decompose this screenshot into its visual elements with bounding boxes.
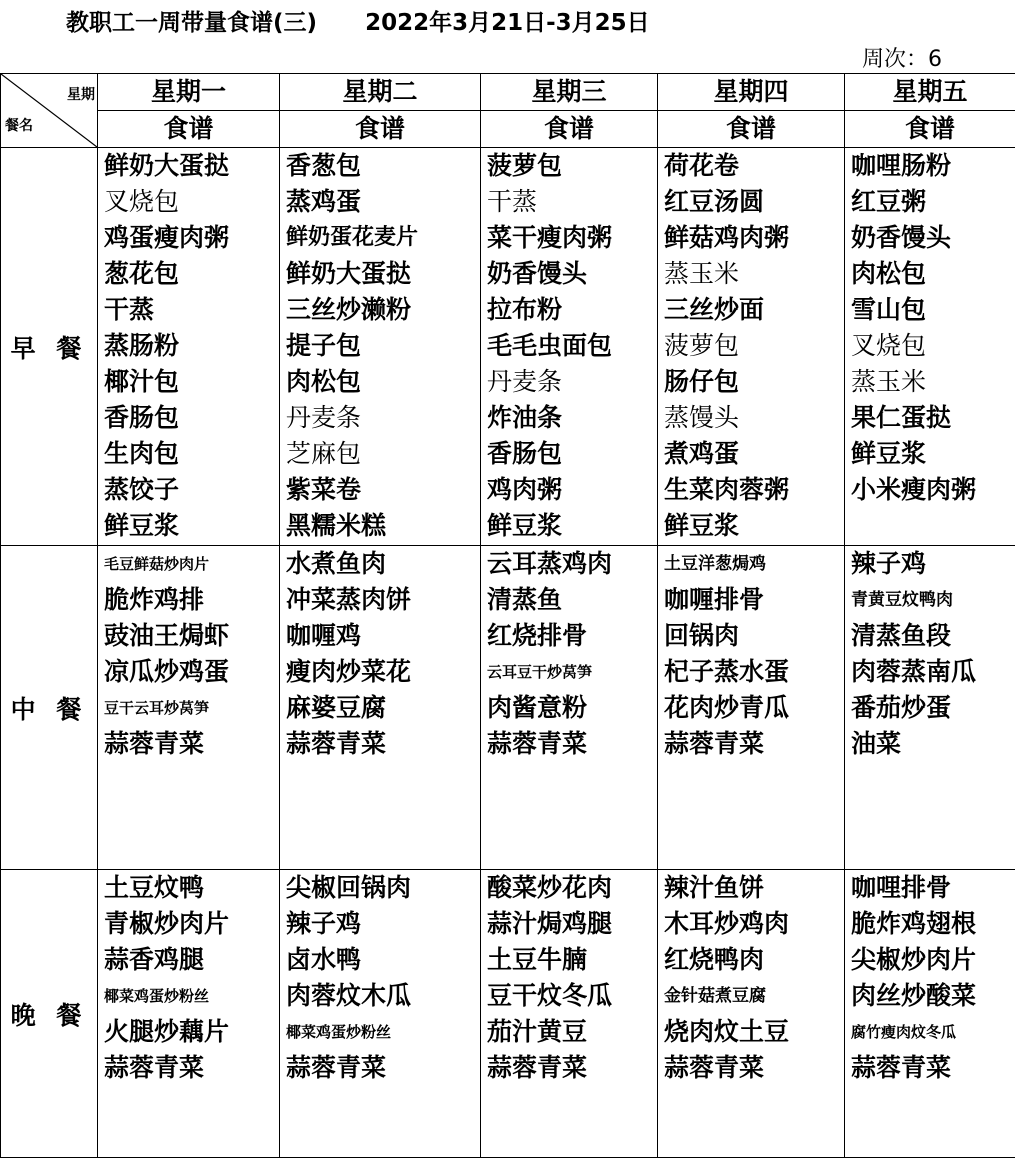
recipe-header: 食谱 xyxy=(658,111,845,148)
dish-item: 蒜蓉青菜 xyxy=(104,729,205,758)
page-title: 教职工一周带量食谱(三) 2022年3月21日-3月25日 xyxy=(66,10,650,36)
dish-item: 云耳蒸鸡肉 xyxy=(487,549,613,578)
dish-item: 咖喱排骨 xyxy=(664,585,765,614)
dish-item: 肠仔包 xyxy=(664,367,740,396)
dish-item: 肉酱意粉 xyxy=(487,693,588,722)
dish-item: 椰汁包 xyxy=(104,367,180,396)
dish-item: 鲜奶大蛋挞 xyxy=(104,151,230,180)
dish-item: 青黄豆炆鸭肉 xyxy=(851,590,953,610)
dish-item: 清蒸鱼段 xyxy=(851,621,952,650)
dish-item: 鲜豆浆 xyxy=(104,511,180,540)
recipe-header: 食谱 xyxy=(481,111,658,148)
menu-cell xyxy=(481,148,658,546)
dish-item: 雪山包 xyxy=(851,295,927,324)
dish-item: 小米瘦肉粥 xyxy=(851,475,977,504)
dish-item: 香葱包 xyxy=(286,151,362,180)
recipe-header: 食谱 xyxy=(280,111,481,148)
dish-item: 葱花包 xyxy=(104,259,180,288)
dish-item: 蒸玉米 xyxy=(851,367,927,396)
dish-item: 叉烧包 xyxy=(104,187,180,216)
dish-item: 干蒸 xyxy=(104,295,155,324)
dish-item: 蒜蓉青菜 xyxy=(104,1053,205,1082)
dish-item: 煮鸡蛋 xyxy=(664,439,740,468)
dish-item: 生菜肉蓉粥 xyxy=(664,475,790,504)
dish-item: 蒜蓉青菜 xyxy=(286,1053,387,1082)
dish-item: 冲菜蒸肉饼 xyxy=(286,585,412,614)
dish-item: 干蒸 xyxy=(487,187,538,216)
dish-item: 三丝炒濑粉 xyxy=(286,295,412,324)
dish-item: 鲜豆浆 xyxy=(487,511,563,540)
menu-cell xyxy=(845,546,1015,870)
menu-cell xyxy=(280,870,481,1158)
menu-cell xyxy=(845,148,1015,546)
dish-item: 蒜蓉青菜 xyxy=(286,729,387,758)
dish-item: 咖哩肠粉 xyxy=(851,151,952,180)
dish-item: 蒸鸡蛋 xyxy=(286,187,362,216)
dish-item: 红豆汤圆 xyxy=(664,187,765,216)
corner-header xyxy=(1,74,98,148)
dish-item: 菠萝包 xyxy=(664,331,740,360)
dish-item: 辣子鸡 xyxy=(851,549,927,578)
dish-item: 红豆粥 xyxy=(851,187,927,216)
dish-item: 青椒炒肉片 xyxy=(104,909,230,938)
menu-cell xyxy=(481,546,658,870)
dish-item: 油菜 xyxy=(851,729,902,758)
dish-item: 丹麦条 xyxy=(286,403,362,432)
dish-item: 黑糯米糕 xyxy=(286,511,387,540)
dish-item: 云耳豆干炒莴笋 xyxy=(487,663,593,681)
dish-item: 蒜蓉青菜 xyxy=(487,1053,588,1082)
dish-item: 蒜汁焗鸡腿 xyxy=(487,909,613,938)
menu-cell xyxy=(280,148,481,546)
dish-item: 蒜蓉青菜 xyxy=(664,1053,765,1082)
dish-item: 香肠包 xyxy=(104,403,180,432)
day-header: 星期四 xyxy=(658,74,845,111)
dish-item: 菠萝包 xyxy=(487,151,563,180)
dish-item: 蒸馒头 xyxy=(664,403,740,432)
dish-item: 蒸玉米 xyxy=(664,259,740,288)
dish-item: 蒸肠粉 xyxy=(104,331,180,360)
header-row-recipe xyxy=(1,111,1015,148)
meal-label: 中 餐 xyxy=(1,546,98,870)
dish-item: 豆干炆冬瓜 xyxy=(487,981,613,1010)
dish-item: 土豆牛腩 xyxy=(487,945,588,974)
day-header: 星期三 xyxy=(481,74,658,111)
dish-item: 木耳炒鸡肉 xyxy=(664,909,790,938)
dish-item: 尖椒炒肉片 xyxy=(851,945,977,974)
dish-item: 花肉炒青瓜 xyxy=(664,693,790,722)
menu-cell xyxy=(98,546,280,870)
dish-item: 水煮鱼肉 xyxy=(286,549,387,578)
menu-table xyxy=(0,73,1015,1158)
day-header: 星期五 xyxy=(845,74,1015,111)
dish-item: 菜干瘦肉粥 xyxy=(487,223,613,252)
menu-cell xyxy=(280,546,481,870)
dish-item: 土豆炆鸭 xyxy=(104,873,205,902)
dish-item: 咖哩排骨 xyxy=(851,873,952,902)
dish-item: 红烧鸭肉 xyxy=(664,945,765,974)
dish-item: 椰菜鸡蛋炒粉丝 xyxy=(104,987,210,1005)
dish-item: 鸡蛋瘦肉粥 xyxy=(104,223,230,252)
meal-row-lunch xyxy=(1,546,1015,870)
recipe-header: 食谱 xyxy=(845,111,1015,148)
dish-item: 烧肉炆土豆 xyxy=(664,1017,790,1046)
dish-item: 叉烧包 xyxy=(851,331,927,360)
dish-item: 鲜豆浆 xyxy=(664,511,740,540)
dish-item: 豆干云耳炒莴笋 xyxy=(104,699,210,717)
dish-item: 辣子鸡 xyxy=(286,909,362,938)
dish-item: 凉瓜炒鸡蛋 xyxy=(104,657,230,686)
dish-item: 尖椒回锅肉 xyxy=(286,873,412,902)
dish-item: 肉松包 xyxy=(286,367,362,396)
dish-item: 蒜香鸡腿 xyxy=(104,945,205,974)
dish-item: 回锅肉 xyxy=(664,621,740,650)
dish-item: 毛毛虫面包 xyxy=(487,331,613,360)
dish-item: 肉蓉蒸南瓜 xyxy=(851,657,977,686)
dish-item: 咖喱鸡 xyxy=(286,621,362,650)
dish-item: 蒜蓉青菜 xyxy=(487,729,588,758)
dish-item: 红烧排骨 xyxy=(487,621,588,650)
dish-item: 蒜蓉青菜 xyxy=(664,729,765,758)
meal-label: 晚 餐 xyxy=(1,870,98,1158)
menu-cell xyxy=(658,870,845,1158)
menu-cell xyxy=(481,870,658,1158)
dish-item: 卤水鸭 xyxy=(286,945,362,974)
menu-cell xyxy=(658,546,845,870)
dish-item: 肉丝炒酸菜 xyxy=(851,981,977,1010)
dish-item: 脆炸鸡翅根 xyxy=(851,909,977,938)
dish-item: 紫菜卷 xyxy=(286,475,362,504)
corner-label-meal: 餐名 xyxy=(5,118,33,134)
dish-item: 麻婆豆腐 xyxy=(286,693,387,722)
meal-row-breakfast xyxy=(1,148,1015,546)
dish-item: 肉松包 xyxy=(851,259,927,288)
day-header: 星期二 xyxy=(280,74,481,111)
dish-item: 豉油王焗虾 xyxy=(104,621,230,650)
recipe-header: 食谱 xyxy=(98,111,280,148)
menu-cell xyxy=(98,870,280,1158)
dish-item: 炸油条 xyxy=(487,403,563,432)
dish-item: 鸡肉粥 xyxy=(487,475,563,504)
dish-item: 杞子蒸水蛋 xyxy=(664,657,790,686)
dish-item: 荷花卷 xyxy=(664,151,740,180)
dish-item: 拉布粉 xyxy=(487,295,563,324)
dish-item: 脆炸鸡排 xyxy=(104,585,205,614)
dish-item: 肉蓉炆木瓜 xyxy=(286,981,412,1010)
dish-item: 茄汁黄豆 xyxy=(487,1017,588,1046)
dish-item: 奶香馒头 xyxy=(487,259,588,288)
dish-item: 椰菜鸡蛋炒粉丝 xyxy=(286,1023,392,1041)
dish-item: 火腿炒藕片 xyxy=(104,1017,230,1046)
dish-item: 奶香馒头 xyxy=(851,223,952,252)
menu-cell xyxy=(658,148,845,546)
dish-item: 芝麻包 xyxy=(286,439,362,468)
dish-item: 瘦肉炒菜花 xyxy=(286,657,412,686)
dish-item: 辣汁鱼饼 xyxy=(664,873,765,902)
dish-item: 三丝炒面 xyxy=(664,295,765,324)
menu-cell xyxy=(845,870,1015,1158)
dish-item: 腐竹瘦肉炆冬瓜 xyxy=(851,1023,957,1041)
day-header: 星期一 xyxy=(98,74,280,111)
meal-row-dinner xyxy=(1,870,1015,1158)
meal-label: 早 餐 xyxy=(1,148,98,546)
dish-item: 生肉包 xyxy=(104,439,180,468)
menu-cell xyxy=(98,148,280,546)
dish-item: 土豆洋葱焗鸡 xyxy=(664,554,766,574)
diagonal-line xyxy=(1,74,97,147)
dish-item: 蒸饺子 xyxy=(104,475,180,504)
dish-item: 鲜菇鸡肉粥 xyxy=(664,223,790,252)
dish-item: 毛豆鲜菇炒肉片 xyxy=(104,555,210,573)
corner-label-weekday: 星期 xyxy=(67,87,95,103)
dish-item: 鲜奶蛋花麦片 xyxy=(286,225,419,250)
week-number: 周次：6 xyxy=(862,47,942,72)
dish-item: 蒜蓉青菜 xyxy=(851,1053,952,1082)
header-row-days xyxy=(1,74,1015,111)
dish-item: 金针菇煮豆腐 xyxy=(664,986,766,1006)
dish-item: 鲜奶大蛋挞 xyxy=(286,259,412,288)
dish-item: 清蒸鱼 xyxy=(487,585,563,614)
dish-item: 香肠包 xyxy=(487,439,563,468)
dish-item: 果仁蛋挞 xyxy=(851,403,952,432)
dish-item: 鲜豆浆 xyxy=(851,439,927,468)
dish-item: 提子包 xyxy=(286,331,362,360)
dish-item: 丹麦条 xyxy=(487,367,563,396)
dish-item: 酸菜炒花肉 xyxy=(487,873,613,902)
dish-item: 番茄炒蛋 xyxy=(851,693,952,722)
